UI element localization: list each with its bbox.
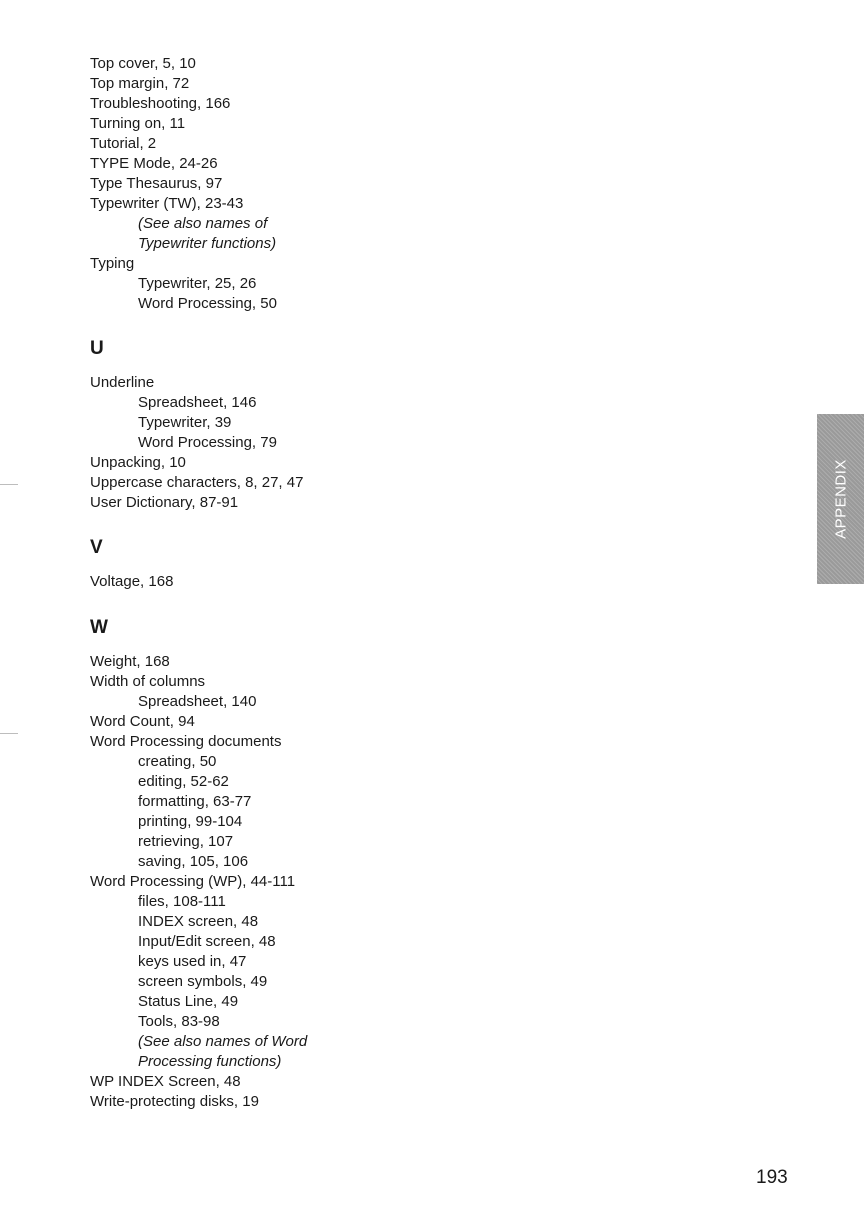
section-heading-w: W	[90, 617, 108, 638]
index-note: Processing functions)	[138, 1053, 282, 1070]
index-subentry: Input/Edit screen, 48	[138, 933, 276, 950]
section-heading-v: V	[90, 537, 103, 558]
appendix-tab	[817, 414, 864, 584]
index-entry: User Dictionary, 87-91	[90, 494, 239, 511]
index-subentry: Spreadsheet, 146	[138, 394, 257, 411]
page-number: 193	[756, 1167, 788, 1188]
index-subentry: Status Line, 49	[138, 993, 239, 1010]
index-entry: Width of columns	[90, 673, 206, 690]
index-section	[90, 652, 307, 1112]
index-subentry: files, 108-111	[138, 893, 226, 910]
index-subentry: creating, 50	[138, 753, 217, 770]
index-entry: TYPE Mode, 24-26	[90, 155, 218, 172]
index-entry: Voltage, 168	[90, 573, 174, 590]
index-entry: Top margin, 72	[90, 75, 190, 92]
index-subentry: Spreadsheet, 140	[138, 693, 257, 710]
section-heading-u: U	[90, 338, 104, 359]
margin-mark	[0, 733, 18, 734]
index-subentry: saving, 105, 106	[138, 853, 249, 870]
index-entry: Typewriter (TW), 23-43	[90, 195, 244, 212]
index-entry: Word Count, 94	[90, 713, 195, 730]
index-entry: Word Processing (WP), 44-111	[90, 873, 296, 890]
index-subentry: printing, 99-104	[138, 813, 243, 830]
index-subentry: keys used in, 47	[138, 953, 247, 970]
index-subentry: Word Processing, 50	[138, 295, 277, 312]
index-entry: Troubleshooting, 166	[90, 95, 231, 112]
index-note: Typewriter functions)	[138, 235, 277, 252]
index-note: (See also names of Word	[138, 1033, 308, 1050]
index-entry: Top cover, 5, 10	[90, 55, 196, 72]
index-subentry: editing, 52-62	[138, 773, 229, 790]
index-entry: Weight, 168	[90, 653, 170, 670]
index-section	[90, 572, 173, 592]
index-subentry: Typewriter, 25, 26	[138, 275, 257, 292]
appendix-tab-label: APPENDIX	[832, 459, 849, 539]
index-entry: Write-protecting disks, 19	[90, 1093, 259, 1110]
index-subentry: INDEX screen, 48	[138, 913, 259, 930]
index-subentry: formatting, 63-77	[138, 793, 252, 810]
index-subentry: Tools, 83-98	[138, 1013, 220, 1030]
index-section	[90, 54, 277, 314]
index-entry: Unpacking, 10	[90, 454, 186, 471]
index-entry: Underline	[90, 374, 155, 391]
index-note: (See also names of	[138, 215, 268, 232]
index-subentry: Word Processing, 79	[138, 434, 277, 451]
index-entry: Word Processing documents	[90, 733, 282, 750]
margin-mark	[0, 484, 18, 485]
index-entry: WP INDEX Screen, 48	[90, 1073, 241, 1090]
index-entry: Uppercase characters, 8, 27, 47	[90, 474, 304, 491]
index-entry: Typing	[90, 255, 135, 272]
index-subentry: retrieving, 107	[138, 833, 234, 850]
index-entry: Tutorial, 2	[90, 135, 157, 152]
index-entry: Turning on, 11	[90, 115, 186, 132]
index-section	[90, 373, 303, 513]
index-entry: Type Thesaurus, 97	[90, 175, 223, 192]
index-subentry: Typewriter, 39	[138, 414, 232, 431]
index-subentry: screen symbols, 49	[138, 973, 268, 990]
